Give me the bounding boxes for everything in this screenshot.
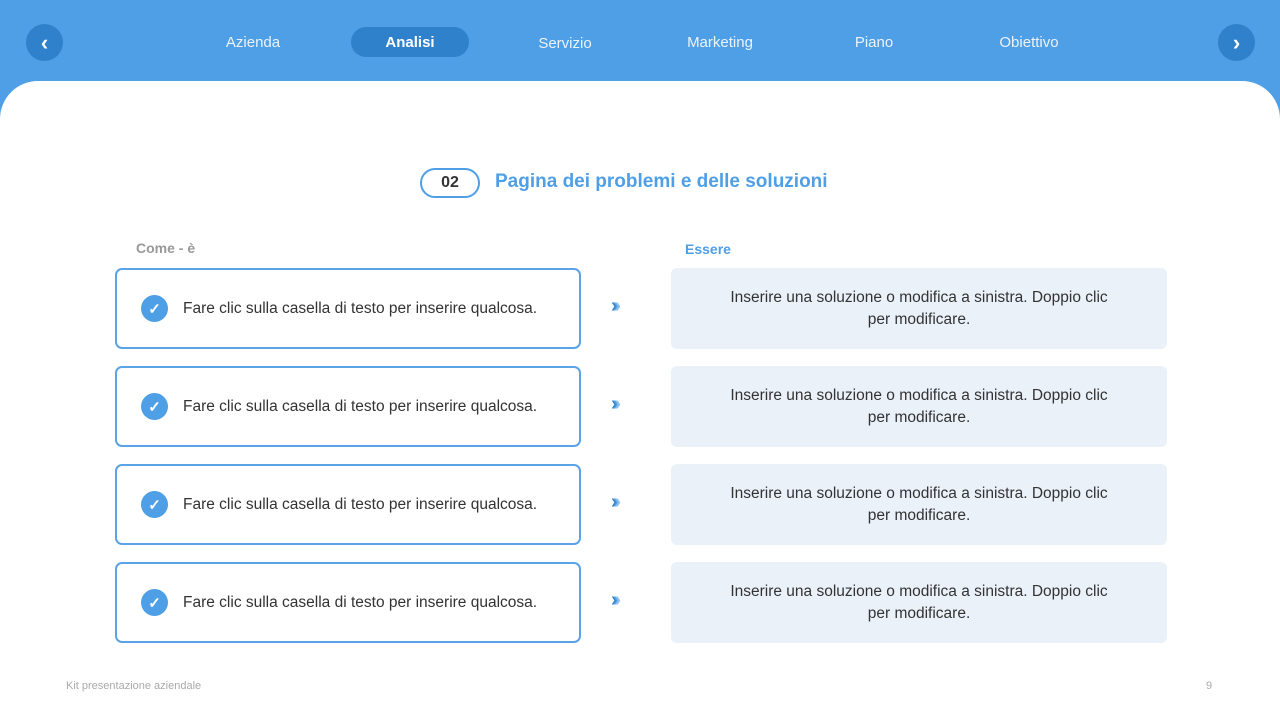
tab-obiettivo[interactable]: Obiettivo xyxy=(999,33,1059,51)
check-icon: ✓ xyxy=(141,491,168,518)
solution-text: Inserire una soluzione o modifica a sinistra. Doppio clic per modificare. xyxy=(730,582,1108,622)
solution-box[interactable] xyxy=(671,464,1167,545)
problem-box[interactable] xyxy=(115,366,581,447)
chevron-right-icon: › xyxy=(1232,29,1241,55)
tab-piano[interactable]: Piano xyxy=(854,33,894,51)
prev-button[interactable] xyxy=(26,24,63,61)
solution-box[interactable] xyxy=(671,366,1167,447)
problem-box[interactable] xyxy=(115,268,581,349)
page-title: Pagina dei problemi e delle soluzioni xyxy=(495,171,828,192)
tab-analisi[interactable]: Analisi xyxy=(351,27,469,57)
tab-azienda[interactable]: Azienda xyxy=(225,33,281,51)
column-label-right: Essere xyxy=(685,241,731,257)
problem-text: Fare clic sulla casella di testo per inserire qualcosa. xyxy=(183,299,538,317)
problem-text: Fare clic sulla casella di testo per inserire qualcosa. xyxy=(183,397,538,415)
check-icon: ✓ xyxy=(141,393,168,420)
top-nav xyxy=(0,0,1280,84)
triple-chevron-icon: ››› xyxy=(611,491,617,513)
problem-text: Fare clic sulla casella di testo per inserire qualcosa. xyxy=(183,495,538,513)
problem-text: Fare clic sulla casella di testo per inserire qualcosa. xyxy=(183,593,538,611)
footer-caption: Kit presentazione aziendale xyxy=(66,680,202,692)
solution-text: Inserire una soluzione o modifica a sinistra. Doppio clic per modificare. xyxy=(730,386,1108,426)
next-button[interactable] xyxy=(1218,24,1255,61)
chevron-left-icon: ‹ xyxy=(40,29,49,55)
check-icon: ✓ xyxy=(141,589,168,616)
solution-box[interactable] xyxy=(671,562,1167,643)
problem-box[interactable] xyxy=(115,464,581,545)
column-label-left: Come - è xyxy=(136,240,196,256)
page-number: 9 xyxy=(1206,680,1213,692)
triple-chevron-icon: ››› xyxy=(611,589,617,611)
triple-chevron-icon: ››› xyxy=(611,393,617,415)
check-icon: ✓ xyxy=(141,295,168,322)
tab-servizio[interactable]: Servizio xyxy=(538,34,592,52)
section-number: 02 xyxy=(420,168,480,198)
triple-chevron-icon: ››› xyxy=(611,295,617,317)
solution-box[interactable] xyxy=(671,268,1167,349)
solution-text: Inserire una soluzione o modifica a sinistra. Doppio clic per modificare. xyxy=(730,484,1108,524)
solution-text: Inserire una soluzione o modifica a sinistra. Doppio clic per modificare. xyxy=(730,288,1108,328)
problem-box[interactable] xyxy=(115,562,581,643)
tab-marketing[interactable]: Marketing xyxy=(687,33,753,51)
